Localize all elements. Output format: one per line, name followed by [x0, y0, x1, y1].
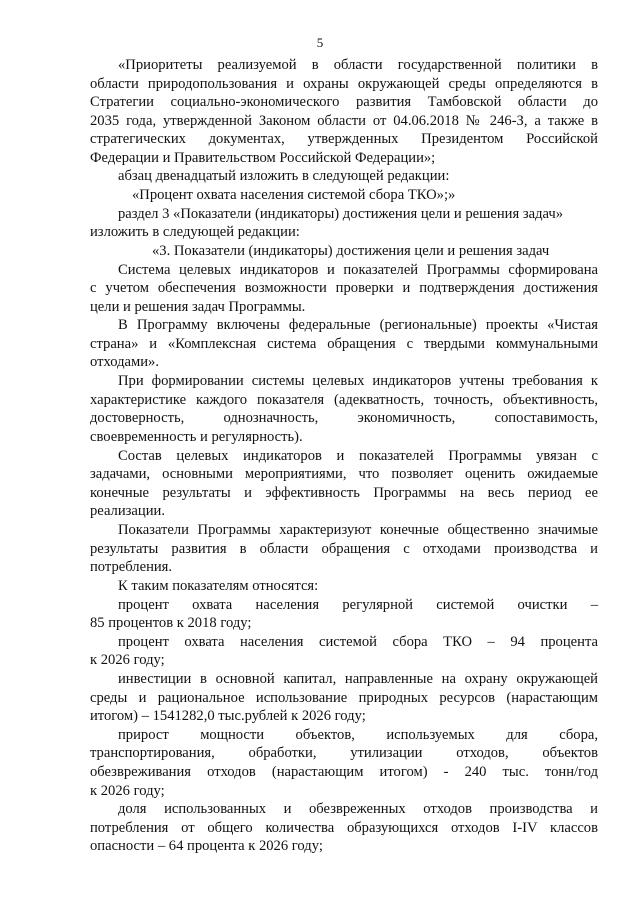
- text-line: Система целевых индикаторов и показателей Программы сформирована: [118, 262, 598, 278]
- text-line: прирост мощности объектов, используемых для сбора,: [118, 727, 598, 743]
- text-line: цели и решения задач Программы.: [90, 299, 306, 315]
- text-line: В Программу включены федеральные (региональные) проекты «Чистая: [118, 317, 598, 333]
- text-line: реализации.: [90, 503, 165, 519]
- text-line: стратегических документах, утвержденных Президентом Российской: [90, 131, 598, 147]
- text-line: «3. Показатели (индикаторы) достижения цели и решения задач: [152, 243, 550, 259]
- text-line: конечные результаты и эффективность Программы на весь период ее: [90, 485, 598, 501]
- text-line: своевременность и регулярность).: [90, 429, 303, 445]
- text-line: области природопользования и охраны окружающей среды определяются в: [90, 76, 598, 92]
- text-line: изложить в следующей редакции:: [90, 224, 300, 240]
- text-line: опасности – 64 процента к 2026 году;: [90, 838, 323, 854]
- text-line: обезвреживания отходов (нарастающим итогом) - 240 тыс. тонн/год: [90, 764, 598, 780]
- text-line: транспортирования, обработки, утилизации отходов, объектов: [90, 745, 598, 761]
- text-line: к 2026 году;: [90, 652, 165, 668]
- text-line: К таким показателям относятся:: [118, 578, 319, 594]
- text-line: Федерации и Правительством Российской Федерации»;: [90, 150, 436, 166]
- text-line: потребления от общего количества образующихся отходов I-IV классов: [90, 820, 598, 836]
- text-line: доля использованных и обезвреженных отходов производства и: [118, 801, 598, 817]
- text-line: страна» и «Комплексная система обращения с твердыми коммунальными: [90, 336, 598, 352]
- text-line: При формировании системы целевых индикаторов учтены требования к: [118, 373, 598, 389]
- text-line: Стратегии социально-экономического развития Тамбовской области до: [90, 94, 598, 110]
- text-line: инвестиции в основной капитал, направленные на охрану окружающей: [118, 671, 598, 687]
- text-line: отходами».: [90, 354, 159, 370]
- text-line: Показатели Программы характеризуют конечные общественно значимые: [118, 522, 598, 538]
- text-line: задачами, основными мероприятиями, что позволяет оценить ожидаемые: [90, 466, 598, 482]
- text-line: процент охвата населения системой сбора ТКО – 94 процента: [118, 634, 598, 650]
- text-line: «Процент охвата населения системой сбора ТКО»;»: [132, 187, 456, 203]
- text-line: результаты развития в области обращения с отходами производства и: [90, 541, 598, 557]
- text-line: достоверность, однозначность, экономичность, сопоставимость,: [90, 410, 598, 426]
- text-line: к 2026 году;: [90, 783, 165, 799]
- text-line: раздел 3 «Показатели (индикаторы) достижения цели и решения задач»: [118, 206, 564, 222]
- text-line: Состав целевых индикаторов и показателей Программы увязан с: [118, 448, 598, 464]
- page-number: 5: [316, 35, 324, 50]
- text-line: среды и рациональное использование природных ресурсов (нарастающим: [90, 690, 598, 706]
- text-line: потребления.: [90, 559, 173, 575]
- text-line: 2035 года, утвержденной Законом области от 04.06.2018 № 246-З, а также в: [90, 113, 598, 129]
- text-line: абзац двенадцатый изложить в следующей редакции:: [118, 168, 450, 184]
- text-line: характеристике каждого показателя (адекватность, точность, объективность,: [90, 392, 598, 408]
- text-line: процент охвата населения регулярной системой очистки –: [118, 597, 598, 613]
- text-line: итогом) – 1541282,0 тыс.рублей к 2026 году;: [90, 708, 366, 724]
- text-line: 85 процентов к 2018 году;: [90, 615, 252, 631]
- text-line: с учетом обеспечения возможности проверки и подтверждения достижения: [90, 280, 598, 296]
- text-line: «Приоритеты реализуемой в области государственной политики в: [118, 57, 598, 73]
